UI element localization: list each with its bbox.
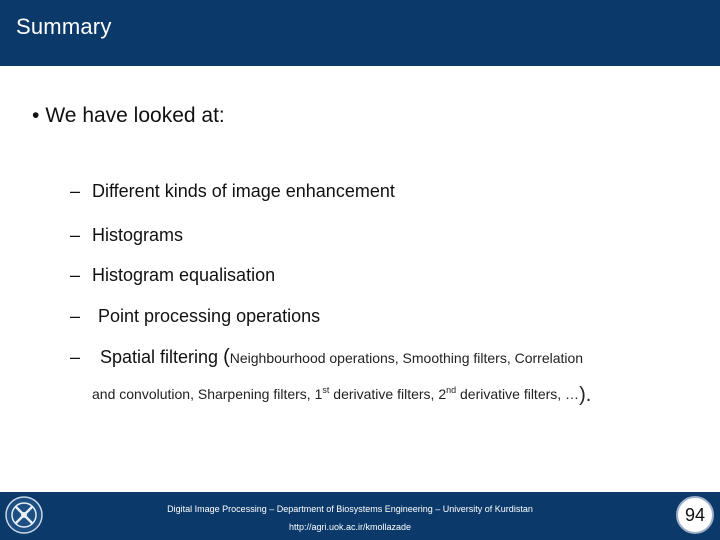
open-paren: ( xyxy=(223,346,230,368)
superscript-nd: nd xyxy=(446,385,457,395)
detail-line2-c: derivative filters, … xyxy=(456,386,580,402)
sub-item-equalisation xyxy=(70,265,275,286)
sub-item-text: Point processing operations xyxy=(98,306,321,326)
footer-url: http://agri.uok.ac.ir/kmollazade xyxy=(288,522,412,532)
sub-item-text: Different kinds of image enhancement xyxy=(92,181,395,201)
detail-line2-a: and convolution, Sharpening filters, 1 xyxy=(92,386,323,402)
sub-item-lead: Spatial filtering xyxy=(100,347,219,367)
dash-marker: – xyxy=(70,181,81,201)
dash-marker: – xyxy=(70,306,81,326)
main-bullet-text: We have looked at: xyxy=(45,104,225,127)
detail-line1: Neighbourhood operations, Smoothing filters, Correlation xyxy=(229,350,584,366)
sub-item-histograms xyxy=(70,225,183,246)
sub-item-text: Histogram equalisation xyxy=(92,265,276,285)
slide-footer xyxy=(0,492,720,540)
slide-header xyxy=(0,0,720,66)
sub-item-point-processing xyxy=(70,306,320,327)
sub-item-enhancement xyxy=(70,181,395,202)
slide-title: Summary xyxy=(16,14,112,39)
superscript-st: st xyxy=(322,385,330,395)
dash-marker: – xyxy=(70,265,81,285)
sub-item-text: Histograms xyxy=(92,225,184,245)
spatial-filtering-continuation xyxy=(92,384,591,407)
university-seal-icon xyxy=(4,495,44,535)
dash-marker: – xyxy=(70,225,81,245)
sub-item-spatial-filtering xyxy=(70,346,583,369)
footer-course-line: Digital Image Processing – Department of Biosystems Engineering – University of Kurdistan xyxy=(167,504,533,514)
detail-line2-b: derivative filters, 2 xyxy=(329,386,447,402)
dash-marker: – xyxy=(70,347,81,367)
bullet-symbol: • xyxy=(32,104,40,127)
close-paren: ). xyxy=(579,384,592,406)
main-bullet xyxy=(32,104,225,128)
page-number-badge: 94 xyxy=(676,496,714,534)
